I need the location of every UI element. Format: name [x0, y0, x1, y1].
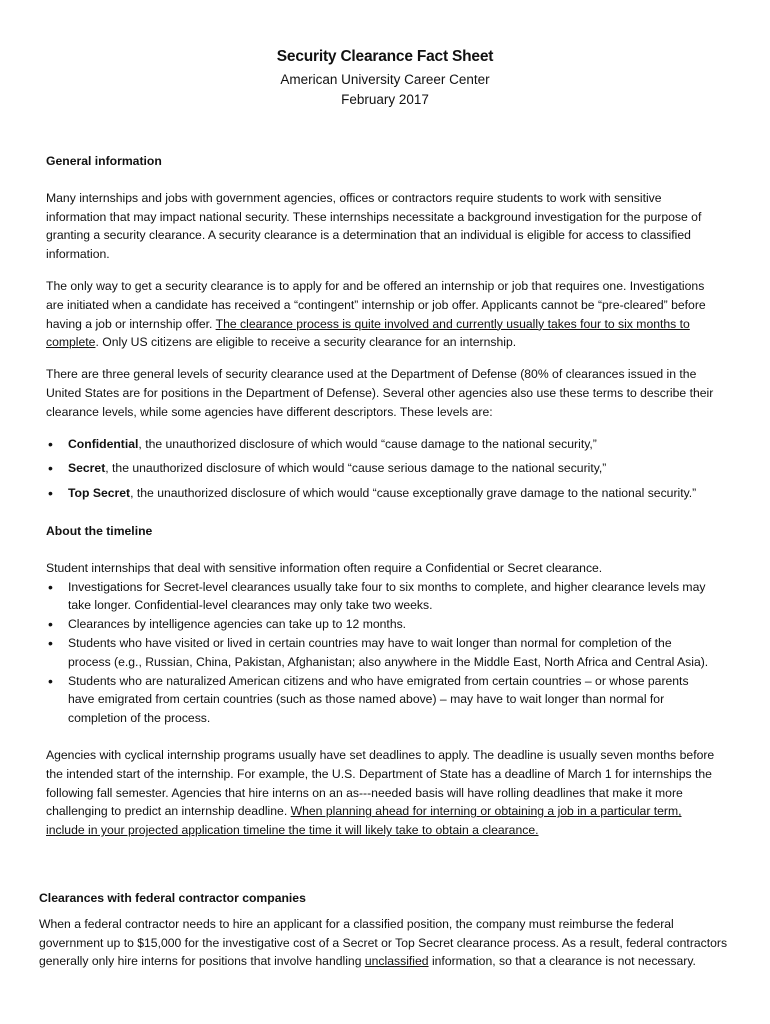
level-term: Top Secret	[68, 486, 131, 501]
level-description: , the unauthorized disclosure of which would “cause serious damage to the national security,”	[105, 461, 607, 476]
federal-paragraph	[39, 915, 739, 971]
document-header	[0, 48, 770, 107]
federal-paragraph-underlined: unclassified	[364, 954, 429, 969]
general-paragraph-1: Many internships and jobs with government agencies, offices or contractors require students to work with sensitive information that may impact national security. These internships necessitate a background investigation for the purpose of granting a security clearance. A security clearance is a determination that an individual is eligible for access to classified information.	[46, 190, 702, 262]
federal-section	[39, 889, 739, 971]
timeline-intro: Student internships that deal with sensitive information often require a Confidential or Secret clearance.	[46, 560, 603, 575]
timeline-heading: About the timeline	[46, 523, 153, 538]
federal-paragraph-text-a: When a federal contractor needs to hire an applicant for a classified position, the company must reimburse the federal government up to $15,000 for the investigative cost of a Secret or Top Secret clearance process. As a result, federal contractors generally only hire interns for positions that involve handling	[39, 916, 728, 969]
federal-paragraph-text-b: information, so that a clearance is not necessary.	[428, 954, 696, 969]
list-item	[46, 459, 716, 478]
main-content	[46, 152, 716, 840]
general-paragraph-2	[46, 277, 716, 352]
page-date: February 2017	[341, 92, 429, 107]
level-term: Secret	[68, 461, 106, 476]
list-item: • Students who have visited or lived in certain countries may have to wait longer than normal for completion of the process (e.g., Russian, China, Pakistan, Afghanistan; also anywhere in the Middle East, North Africa and Central Asia).	[46, 634, 716, 672]
level-description: , the unauthorized disclosure of which would “cause exceptionally grave damage to the national security.”	[130, 486, 697, 501]
federal-heading: Clearances with federal contractor companies	[39, 891, 306, 905]
general-heading: General information	[46, 154, 162, 168]
general-paragraph-3: There are three general levels of security clearance used at the Department of Defense (80% of clearances issued in the United States are for positions in the Department of Defense). Several other agencies also use these terms to describe their clearance levels, while some agencies have different descriptors. These levels are:	[46, 367, 714, 419]
level-description: , the unauthorized disclosure of which would “cause damage to the national security,”	[138, 436, 597, 451]
clearance-levels-list	[46, 435, 716, 503]
list-item: • Investigations for Secret-level clearances usually take four to six months to complete, and higher clearance levels may take longer. Confidential-level clearances may only take two weeks.	[46, 578, 716, 616]
general-paragraph-2-text-b: . Only US citizens are eligible to receive a security clearance for an internship.	[95, 335, 517, 350]
timeline-paragraph-text: Agencies with cyclical internship programs usually have set deadlines to apply. The deadline is usually seven months before the intended start of the internship. For example, the U.S. Department of State has a deadline of March 1 for internships the following fall semester. Agencies that hire interns on an as---needed basis will have rolling deadlines that make it more challenging to predict an internship deadline.	[46, 747, 715, 819]
list-item	[46, 435, 716, 454]
page-title: Security Clearance Fact Sheet	[276, 48, 494, 65]
timeline-paragraph	[46, 746, 716, 840]
general-paragraph-2-underlined: The clearance process is quite involved and currently usually takes four to six months to complete	[46, 316, 690, 350]
list-item: • Students who are naturalized American citizens and who have emigrated from certain countries – or whose parents have emigrated from certain countries (such as those named above) – may have to wait longer than normal for completion of the process.	[46, 672, 716, 728]
general-paragraph-2-text-a: The only way to get a security clearance is to apply for and be offered an internship or job that requires one. Investigations are initiated when a candidate has received a “contingent” internship or job offer. Applicants cannot be “pre-cleared” before having a job or internship offer.	[46, 278, 706, 331]
page-subtitle: American University Career Center	[280, 72, 490, 87]
level-term: Confidential	[68, 436, 139, 451]
list-item: • Clearances by intelligence agencies can take up to 12 months.	[46, 615, 716, 634]
timeline-list	[46, 578, 716, 728]
list-item	[46, 484, 716, 503]
timeline-paragraph-underlined: When planning ahead for interning or obtaining a job in a particular term, include in your projected application timeline the time it will likely take to obtain a clearance.	[46, 804, 682, 838]
